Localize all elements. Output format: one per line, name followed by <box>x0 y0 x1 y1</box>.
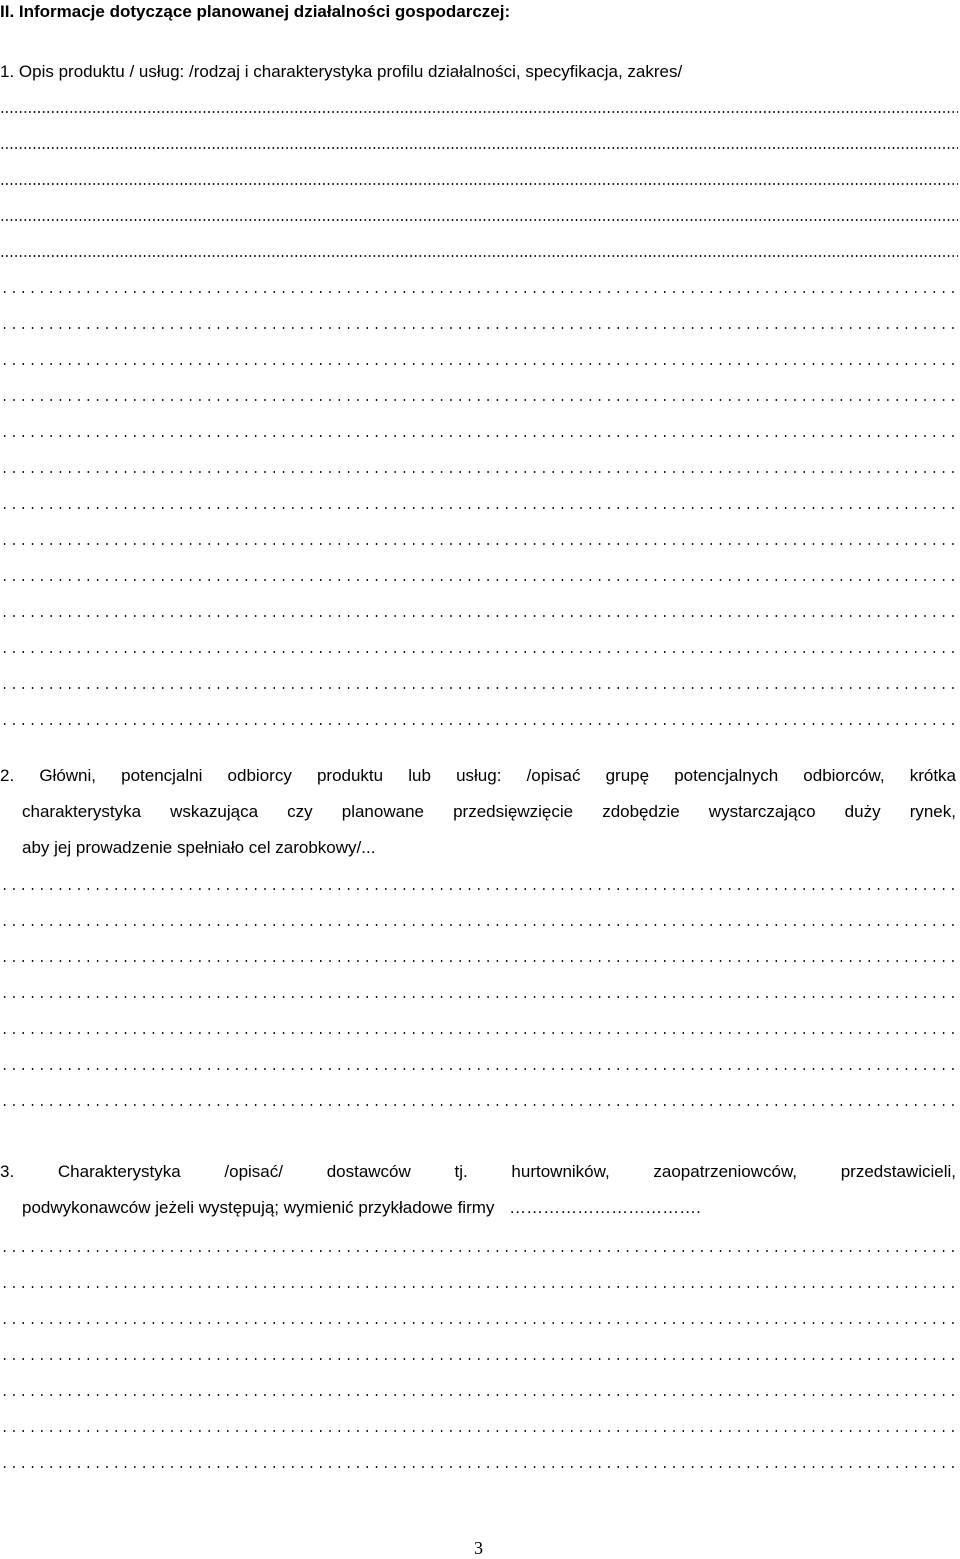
answer-dotted-line <box>0 888 958 890</box>
question-1-label: 1. Opis produktu / usług: /rodzaj i charakterystyka profilu działalności, specyfikacja, zakres/ <box>0 62 683 81</box>
answer-dotted-line <box>0 651 958 653</box>
answer-dotted-line <box>0 723 958 725</box>
answer-dotted-line <box>0 1394 958 1396</box>
answer-dotted-line <box>0 1286 958 1288</box>
question-3-line-2-dots: ……………………………. <box>509 1198 701 1217</box>
answer-dotted-line <box>0 579 958 581</box>
answer-dotted-line <box>0 1358 958 1360</box>
answer-dotted-line <box>0 147 958 149</box>
question-3-line-2-text: podwykonawców jeżeli występują; wymienić przykładowe firmy <box>22 1198 495 1217</box>
answer-dotted-line <box>0 1322 958 1324</box>
page-number: 3 <box>474 1538 483 1558</box>
question-3-line-2 <box>22 1198 701 1218</box>
answer-dotted-line <box>0 471 958 473</box>
answer-dotted-line <box>0 507 958 509</box>
answer-dotted-line <box>0 255 958 257</box>
answer-dotted-line <box>0 1430 958 1432</box>
answer-dotted-line <box>0 1466 958 1468</box>
answer-dotted-line <box>0 219 958 221</box>
section-heading: II. Informacje dotyczące planowanej działalności gospodarczej: <box>0 2 511 21</box>
answer-dotted-line <box>0 960 958 962</box>
answer-dotted-line <box>0 996 958 998</box>
answer-dotted-line <box>0 924 958 926</box>
answer-dotted-line <box>0 687 958 689</box>
answer-dotted-line <box>0 327 958 329</box>
answer-dotted-line <box>0 111 958 113</box>
answer-dotted-line <box>0 1104 958 1106</box>
answer-dotted-line <box>0 615 958 617</box>
answer-dotted-line <box>0 1250 958 1252</box>
answer-dotted-line <box>0 435 958 437</box>
answer-dotted-line <box>0 543 958 545</box>
answer-dotted-line <box>0 183 958 185</box>
answer-dotted-line <box>0 399 958 401</box>
question-2-line-2: charakterystyka wskazująca czy planowane przedsięwzięcie zdobędzie wystarczająco duży rynek, <box>22 802 956 821</box>
answer-dotted-line <box>0 291 958 293</box>
question-2-line-3: aby jej prowadzenie spełniało cel zarobkowy/... <box>22 838 376 857</box>
answer-dotted-line <box>0 363 958 365</box>
answer-dotted-line <box>0 1068 958 1070</box>
answer-dotted-line <box>0 1032 958 1034</box>
